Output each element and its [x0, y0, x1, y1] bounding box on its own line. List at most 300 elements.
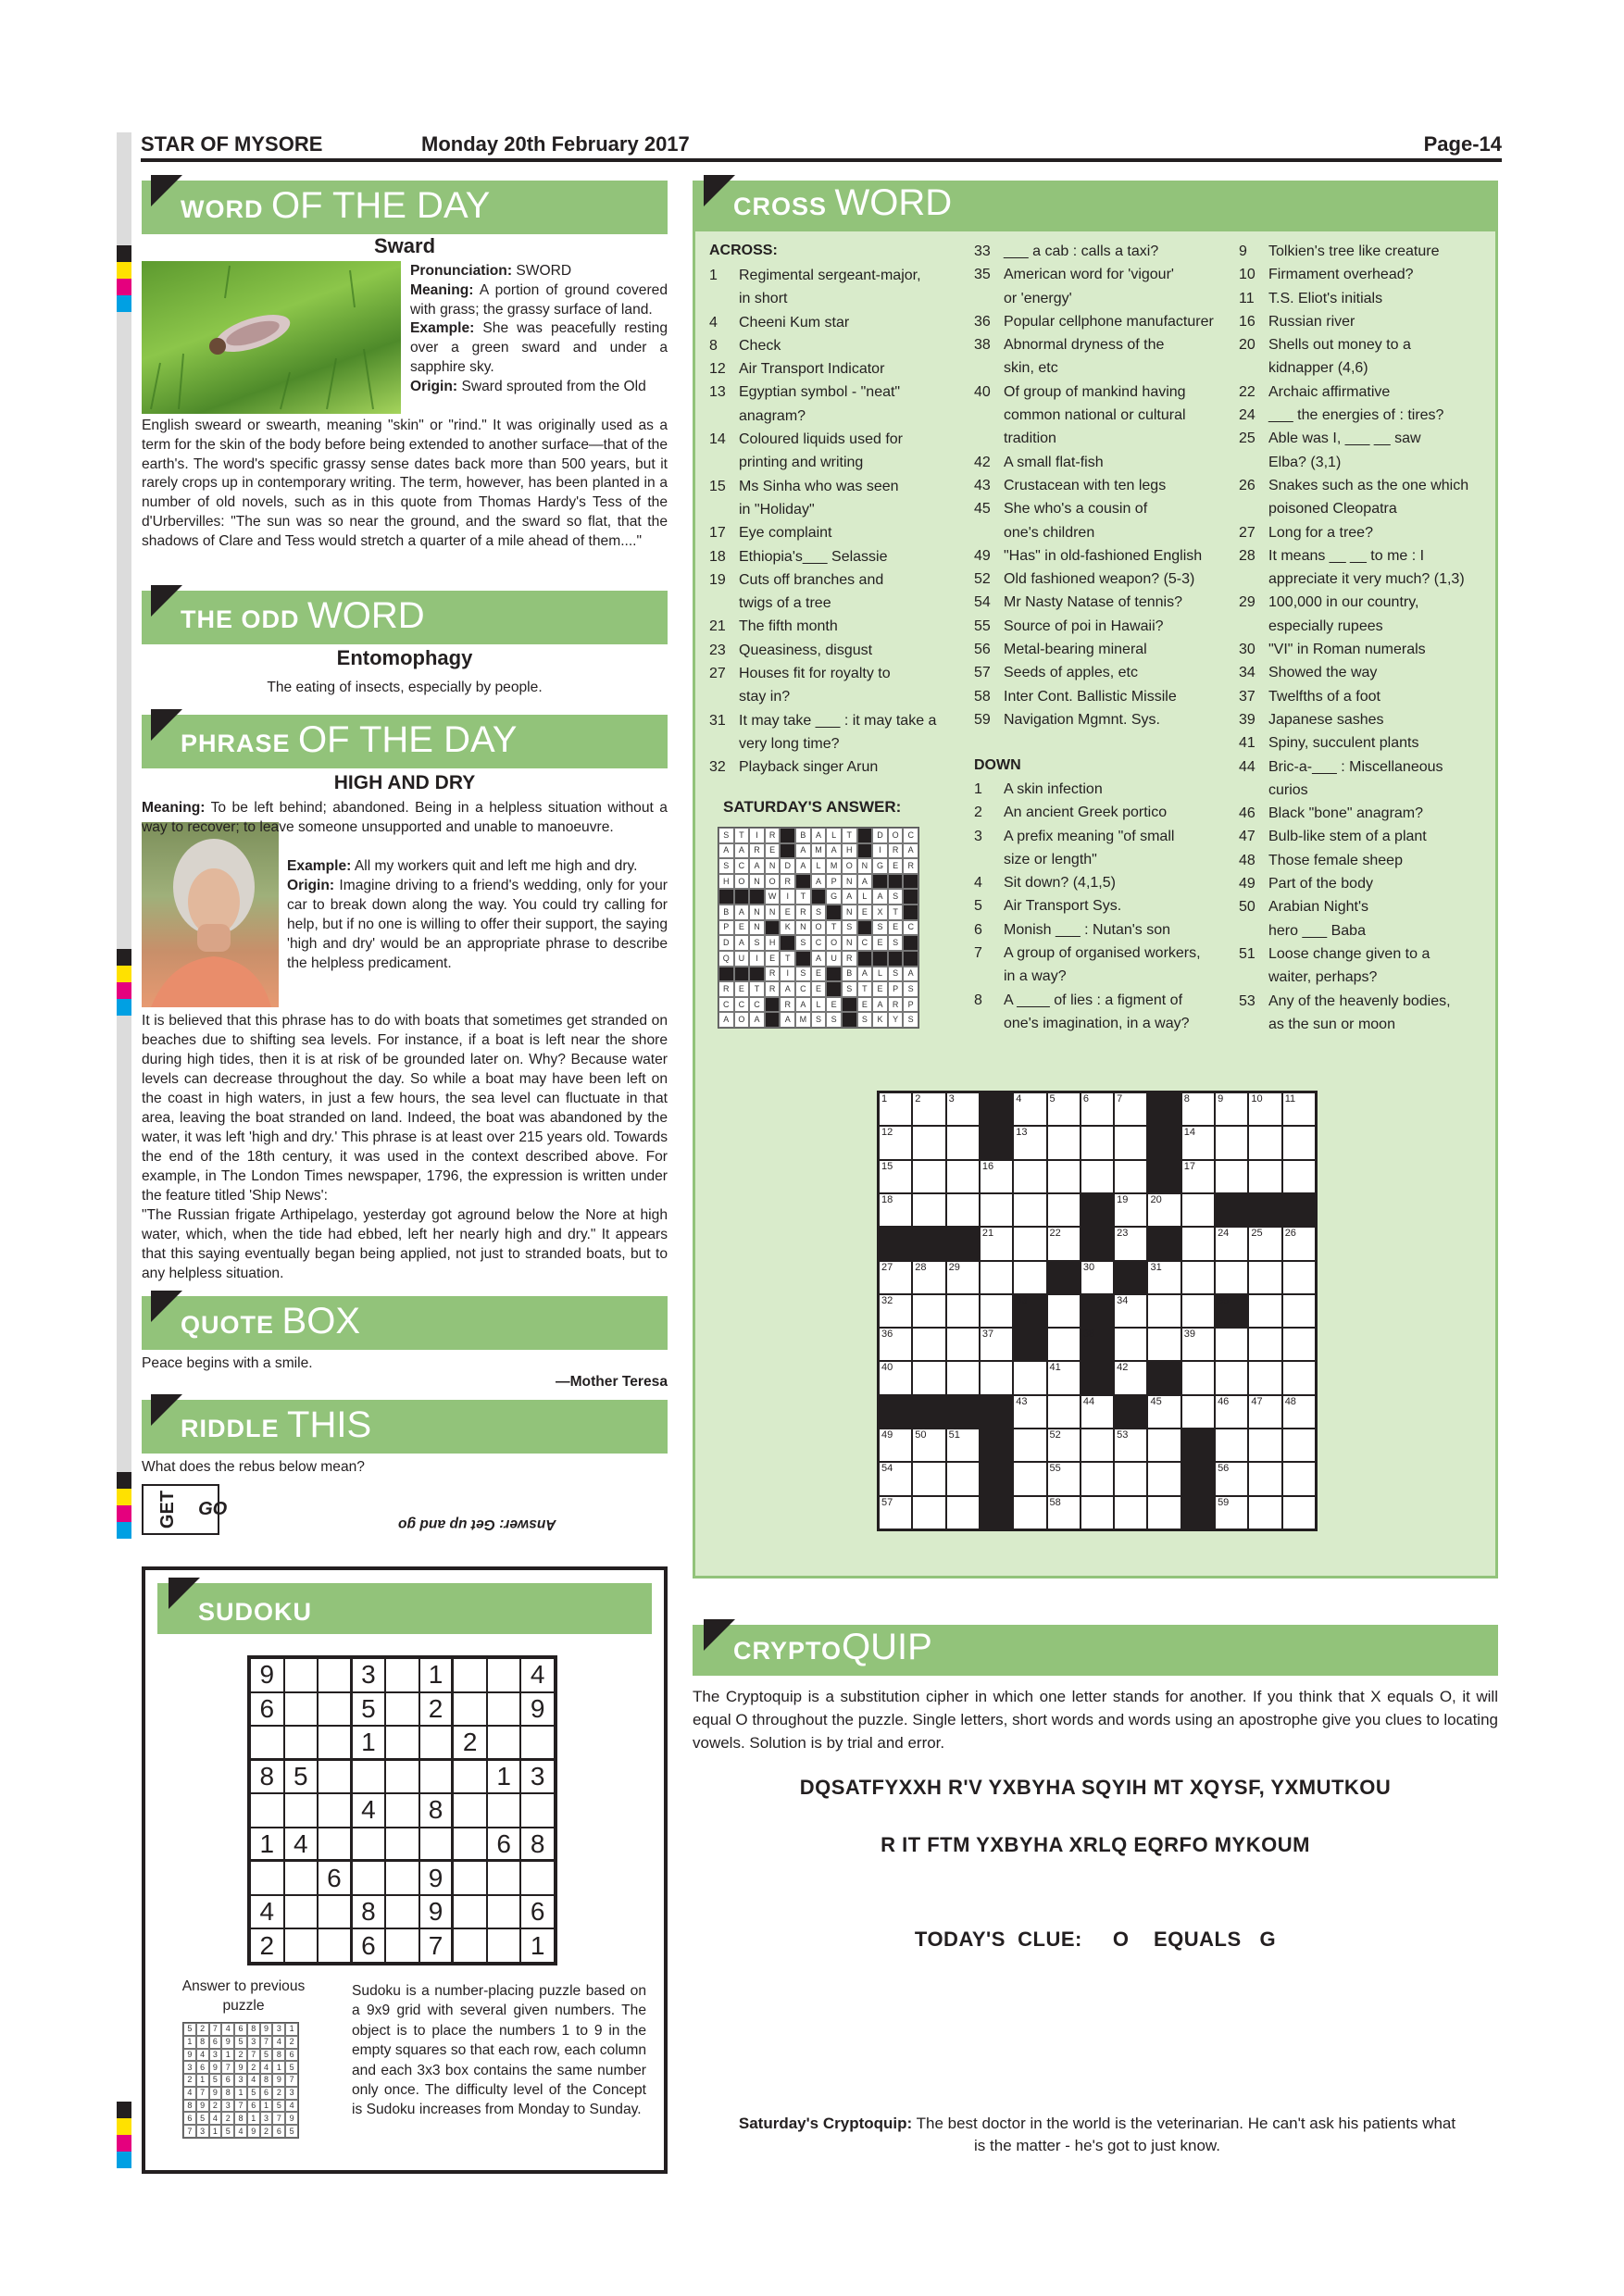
answer-cell: R — [903, 858, 918, 874]
crossword-cell[interactable] — [912, 1429, 945, 1462]
sudoku-cell[interactable] — [352, 1760, 386, 1794]
crossword-cell[interactable] — [1215, 1126, 1248, 1159]
sudoku-cell[interactable]: 1 — [250, 1828, 284, 1862]
header-small: PHRASE — [181, 730, 291, 757]
cell-number: 46 — [1218, 1395, 1230, 1407]
sudoku-cell[interactable]: 5 — [352, 1692, 386, 1727]
sudoku-cell[interactable]: 9 — [419, 1861, 454, 1895]
crossword-cell[interactable] — [1114, 1429, 1147, 1462]
crossword-cell[interactable] — [1114, 1126, 1147, 1159]
sudoku-cell[interactable] — [453, 1828, 487, 1862]
sudoku-cell[interactable]: 2 — [250, 1928, 284, 1963]
crossword-cell[interactable] — [1013, 1160, 1046, 1193]
sudoku-cell[interactable] — [487, 1895, 521, 1929]
clue-row — [974, 427, 1214, 450]
black-square — [879, 1395, 912, 1429]
sudoku-cell[interactable] — [487, 1658, 521, 1692]
sudoku-cell[interactable] — [284, 1861, 319, 1895]
answer-cell: K — [780, 920, 795, 936]
crossword-cell[interactable] — [879, 1429, 912, 1462]
sudoku-cell[interactable]: 9 — [250, 1658, 284, 1692]
crossword-cell[interactable] — [1181, 1193, 1215, 1227]
sudoku-cell[interactable] — [453, 1793, 487, 1828]
crossword-cell[interactable] — [912, 1261, 945, 1294]
crossword-cell[interactable] — [1215, 1429, 1248, 1462]
sudoku-cell[interactable] — [419, 1828, 454, 1862]
sudoku-cell[interactable]: 1 — [419, 1658, 454, 1692]
answer-cell: 8 — [196, 2036, 209, 2049]
sudoku-cell[interactable] — [520, 1726, 555, 1760]
sudoku-cell[interactable]: 8 — [352, 1895, 386, 1929]
crossword-cell[interactable] — [1114, 1462, 1147, 1495]
crossword-cell[interactable] — [1081, 1092, 1114, 1126]
crossword-cell[interactable] — [1215, 1395, 1248, 1429]
crossword-cell[interactable] — [1047, 1160, 1081, 1193]
cell-number: 37 — [981, 1329, 994, 1341]
sudoku-cell[interactable]: 4 — [250, 1895, 284, 1929]
answer-cell: N — [842, 935, 857, 951]
cell-number: 32 — [881, 1294, 893, 1306]
crossword-cell[interactable] — [1282, 1328, 1316, 1361]
crossword-cell[interactable] — [1013, 1092, 1046, 1126]
crossword-cell[interactable] — [1081, 1429, 1114, 1462]
crossword-cell[interactable] — [1215, 1462, 1248, 1495]
clue-text: one's imagination, in a way? — [1004, 1015, 1190, 1031]
header-small: CRYPTO — [733, 1637, 843, 1665]
sudoku-cell[interactable]: 2 — [453, 1726, 487, 1760]
crossword-cell[interactable] — [879, 1193, 912, 1227]
black-square — [903, 935, 918, 951]
answer-cell: B — [795, 828, 811, 843]
crossword-cell[interactable] — [1215, 1092, 1248, 1126]
crossword-cell[interactable] — [912, 1126, 945, 1159]
clue-number: 42 — [974, 454, 991, 470]
saturday-cryptoquip-label: Saturday's Cryptoquip: — [738, 2115, 913, 2132]
crossword-cell[interactable] — [946, 1092, 980, 1126]
crossword-cell[interactable] — [912, 1193, 945, 1227]
sudoku-cell[interactable] — [453, 1861, 487, 1895]
crossword-cell[interactable] — [1047, 1294, 1081, 1328]
clue-number: 22 — [1239, 383, 1255, 400]
crossword-cell[interactable] — [946, 1126, 980, 1159]
crossword-cell[interactable] — [1114, 1092, 1147, 1126]
crossword-cell[interactable] — [980, 1160, 1013, 1193]
sudoku-cell[interactable] — [385, 1895, 419, 1929]
crossword-cell[interactable] — [1013, 1227, 1046, 1260]
sudoku-cell[interactable] — [520, 1861, 555, 1895]
crossword-cell[interactable] — [1013, 1496, 1046, 1529]
crossword-cell[interactable] — [1114, 1193, 1147, 1227]
clue-row — [974, 591, 1214, 614]
crossword-cell[interactable] — [1013, 1395, 1046, 1429]
clue-text: Bric-a-___ : Miscellaneous — [1268, 758, 1443, 775]
clue-number: 54 — [974, 594, 991, 611]
sudoku-cell[interactable] — [250, 1861, 284, 1895]
black-square — [980, 1429, 1013, 1462]
registration-mark — [117, 999, 131, 1016]
crossword-cell[interactable] — [1248, 1429, 1281, 1462]
answer-cell: 7 — [285, 2074, 298, 2087]
sudoku-cell[interactable] — [419, 1760, 454, 1794]
crossword-cell[interactable] — [1181, 1294, 1215, 1328]
clue-number: 7 — [974, 945, 982, 962]
crossword-cell[interactable] — [1282, 1092, 1316, 1126]
crossword-cell[interactable] — [1047, 1361, 1081, 1394]
sudoku-cell[interactable]: 9 — [419, 1895, 454, 1929]
crossword-cell[interactable] — [912, 1462, 945, 1495]
sudoku-cell[interactable]: 6 — [520, 1895, 555, 1929]
crossword-cell[interactable] — [1282, 1261, 1316, 1294]
crossword-cell[interactable] — [1147, 1496, 1181, 1529]
clue-row — [1239, 849, 1468, 872]
crossword-cell[interactable] — [1248, 1227, 1281, 1260]
clue-row — [1239, 240, 1468, 263]
crossword-cell[interactable] — [1282, 1126, 1316, 1159]
crossword-cell[interactable] — [1215, 1328, 1248, 1361]
sudoku-cell[interactable]: 8 — [250, 1760, 284, 1794]
clue-number: 31 — [709, 712, 726, 729]
crossword-cell[interactable] — [1147, 1193, 1181, 1227]
crossword-cell[interactable] — [1081, 1261, 1114, 1294]
crossword-cell[interactable] — [879, 1462, 912, 1495]
answer-cell: 7 — [209, 2023, 222, 2036]
sudoku-cell[interactable]: 4 — [520, 1658, 555, 1692]
cell-number: 45 — [1150, 1395, 1162, 1407]
sudoku-cell[interactable] — [453, 1692, 487, 1727]
crossword-cell[interactable] — [1248, 1328, 1281, 1361]
crossword-cell[interactable] — [1282, 1160, 1316, 1193]
sudoku-cell[interactable] — [487, 1726, 521, 1760]
crossword-cell[interactable] — [946, 1328, 980, 1361]
crossword-cell[interactable] — [1081, 1160, 1114, 1193]
crossword-cell[interactable] — [912, 1361, 945, 1394]
answer-cell: R — [842, 951, 857, 967]
registration-mark — [117, 245, 131, 262]
crossword-cell[interactable] — [1013, 1261, 1046, 1294]
crossword-cell[interactable] — [1181, 1395, 1215, 1429]
sudoku-cell[interactable]: 8 — [419, 1793, 454, 1828]
crossword-cell[interactable] — [1215, 1227, 1248, 1260]
cell-number: 2 — [915, 1093, 921, 1104]
answer-cell: H — [765, 935, 781, 951]
sudoku-cell[interactable]: 1 — [487, 1760, 521, 1794]
phrase-example-origin — [287, 856, 668, 973]
crossword-cell[interactable] — [980, 1294, 1013, 1328]
crossword-cell[interactable] — [946, 1160, 980, 1193]
rebus-box — [142, 1484, 228, 1535]
clue-row — [974, 474, 1214, 497]
crossword-cell[interactable] — [1181, 1361, 1215, 1394]
crossword-cell[interactable] — [1047, 1193, 1081, 1227]
sudoku-cell[interactable]: 4 — [284, 1828, 319, 1862]
answer-cell: M — [795, 1012, 811, 1028]
crossword-cell[interactable] — [1248, 1496, 1281, 1529]
crossword-cell[interactable] — [1013, 1361, 1046, 1394]
sudoku-cell[interactable] — [318, 1828, 352, 1862]
crossword-cell[interactable] — [1081, 1462, 1114, 1495]
crossword-cell[interactable] — [946, 1429, 980, 1462]
crossword-cell[interactable] — [980, 1227, 1013, 1260]
crossword-cell[interactable] — [879, 1160, 912, 1193]
answer-cell: A — [734, 905, 750, 920]
crossword-cell[interactable] — [912, 1294, 945, 1328]
sudoku-cell[interactable] — [352, 1861, 386, 1895]
crossword-cell[interactable] — [1282, 1395, 1316, 1429]
black-square — [946, 1227, 980, 1260]
crossword-cell[interactable] — [946, 1496, 980, 1529]
answer-cell: 6 — [260, 2087, 273, 2100]
sudoku-cell[interactable]: 6 — [318, 1861, 352, 1895]
sudoku-cell[interactable]: 1 — [352, 1726, 386, 1760]
crossword-cell[interactable] — [1081, 1496, 1114, 1529]
sudoku-cell[interactable] — [385, 1793, 419, 1828]
sudoku-cell[interactable]: 6 — [352, 1928, 386, 1963]
crossword-cell[interactable] — [1248, 1261, 1281, 1294]
sudoku-cell[interactable] — [284, 1895, 319, 1929]
crossword-cell[interactable] — [1181, 1126, 1215, 1159]
cell-number: 13 — [1016, 1127, 1028, 1139]
sudoku-cell[interactable] — [487, 1692, 521, 1727]
crossword-cell[interactable] — [1114, 1294, 1147, 1328]
sudoku-cell[interactable] — [419, 1726, 454, 1760]
sudoku-cell[interactable] — [385, 1861, 419, 1895]
crossword-cell[interactable] — [1047, 1092, 1081, 1126]
clue-number: 40 — [974, 383, 991, 400]
sudoku-cell[interactable] — [385, 1828, 419, 1862]
crossword-cell[interactable] — [1181, 1160, 1215, 1193]
crossword-cell[interactable] — [1047, 1395, 1081, 1429]
crossword-cell[interactable] — [879, 1361, 912, 1394]
clue-row — [1239, 474, 1468, 497]
answer-cell: 3 — [196, 2125, 209, 2138]
crossword-cell[interactable] — [1147, 1328, 1181, 1361]
answer-cell: H — [842, 843, 857, 859]
crossword-cell[interactable] — [912, 1328, 945, 1361]
answer-cell: A — [811, 951, 827, 967]
sudoku-cell[interactable] — [250, 1726, 284, 1760]
sudoku-cell[interactable] — [284, 1658, 319, 1692]
clue-number: 9 — [1239, 243, 1247, 259]
crossword-cell[interactable] — [1047, 1429, 1081, 1462]
header-small: RIDDLE — [181, 1415, 280, 1442]
sudoku-cell[interactable] — [487, 1928, 521, 1963]
clue-text: Snakes such as the one which — [1268, 477, 1469, 493]
sudoku-cell[interactable] — [385, 1692, 419, 1727]
cell-number: 22 — [1049, 1228, 1061, 1240]
crossword-cell[interactable] — [879, 1294, 912, 1328]
crossword-cell[interactable] — [1081, 1395, 1114, 1429]
sudoku-cell[interactable]: 8 — [520, 1828, 555, 1862]
crossword-cell[interactable] — [879, 1126, 912, 1159]
crossword-cell[interactable] — [879, 1092, 912, 1126]
crossword-cell[interactable] — [980, 1193, 1013, 1227]
crossword-cell[interactable] — [1282, 1361, 1316, 1394]
crossword-cell[interactable] — [1013, 1429, 1046, 1462]
answer-cell: C — [857, 935, 873, 951]
crossword-cell[interactable] — [1282, 1462, 1316, 1495]
cell-number: 50 — [915, 1429, 927, 1441]
black-square — [842, 1012, 857, 1028]
clue-number: 53 — [1239, 992, 1255, 1009]
crossword-cell[interactable] — [1013, 1193, 1046, 1227]
sudoku-cell[interactable] — [318, 1793, 352, 1828]
clue-row — [709, 405, 936, 428]
crossword-cell[interactable] — [980, 1361, 1013, 1394]
clue-row — [1239, 263, 1468, 286]
crossword-cell[interactable] — [946, 1193, 980, 1227]
crossword-cell[interactable] — [1282, 1294, 1316, 1328]
crossword-cell[interactable] — [1013, 1126, 1046, 1159]
crossword-cell[interactable] — [1147, 1429, 1181, 1462]
saturday-answer-grid — [718, 827, 919, 1029]
answer-cell: N — [749, 920, 765, 936]
sudoku-cell[interactable] — [385, 1658, 419, 1692]
sudoku-cell[interactable] — [487, 1861, 521, 1895]
cell-number: 49 — [881, 1429, 893, 1441]
crossword-cell[interactable] — [1114, 1227, 1147, 1260]
sudoku-cell[interactable] — [318, 1692, 352, 1727]
sudoku-cell[interactable] — [487, 1793, 521, 1828]
crossword-cell[interactable] — [1013, 1462, 1046, 1495]
sudoku-cell[interactable] — [318, 1895, 352, 1929]
crossword-cell[interactable] — [1248, 1462, 1281, 1495]
crossword-cell[interactable] — [1181, 1092, 1215, 1126]
sudoku-cell[interactable]: 5 — [284, 1760, 319, 1794]
grass-photo — [142, 261, 401, 414]
crossword-cell[interactable] — [1047, 1328, 1081, 1361]
answer-cell: D — [718, 935, 734, 951]
sudoku-cell[interactable] — [318, 1726, 352, 1760]
crossword-cell[interactable] — [1114, 1496, 1147, 1529]
answer-cell: S — [888, 935, 904, 951]
corner-triangle-icon — [151, 1394, 182, 1426]
answer-cell: C — [734, 997, 750, 1013]
sudoku-cell[interactable] — [453, 1658, 487, 1692]
crossword-cell[interactable] — [1181, 1261, 1215, 1294]
crossword-cell[interactable] — [1215, 1361, 1248, 1394]
crossword-cell[interactable] — [1147, 1462, 1181, 1495]
crossword-cell[interactable] — [1248, 1160, 1281, 1193]
sudoku-cell[interactable] — [352, 1828, 386, 1862]
clue-row — [1239, 497, 1468, 520]
crossword-cell[interactable] — [1147, 1294, 1181, 1328]
clue-text: Long for a tree? — [1268, 524, 1373, 541]
sudoku-cell[interactable]: 3 — [352, 1658, 386, 1692]
answer-cell: R — [765, 981, 781, 997]
sudoku-cell[interactable] — [318, 1928, 352, 1963]
sudoku-cell[interactable]: 9 — [520, 1692, 555, 1727]
crossword-cell[interactable] — [1114, 1328, 1147, 1361]
crossword-cell[interactable] — [1282, 1227, 1316, 1260]
crossword-cell[interactable] — [1215, 1496, 1248, 1529]
clue-number: 4 — [709, 314, 718, 331]
crossword-cell[interactable] — [1282, 1496, 1316, 1529]
crossword-cell[interactable] — [946, 1462, 980, 1495]
sudoku-cell[interactable] — [520, 1793, 555, 1828]
sudoku-cell[interactable] — [318, 1658, 352, 1692]
sudoku-cell[interactable] — [385, 1928, 419, 1963]
sudoku-cell[interactable] — [318, 1760, 352, 1794]
sudoku-cell[interactable]: 4 — [352, 1793, 386, 1828]
clue-row — [974, 778, 1201, 801]
answer-cell: E — [811, 967, 827, 982]
sudoku-cell[interactable] — [453, 1895, 487, 1929]
crossword-cell[interactable] — [1282, 1429, 1316, 1462]
sudoku-cell[interactable] — [385, 1726, 419, 1760]
cell-number: 17 — [1183, 1160, 1196, 1172]
crossword-cell[interactable] — [1047, 1126, 1081, 1159]
sudoku-cell[interactable] — [453, 1928, 487, 1963]
clue-number: 34 — [1239, 665, 1255, 681]
sudoku-cell[interactable] — [284, 1793, 319, 1828]
black-square — [872, 874, 888, 890]
clue-text: American word for 'vigour' — [1004, 267, 1174, 283]
crossword-cell[interactable] — [946, 1294, 980, 1328]
crossword-cell[interactable] — [1081, 1126, 1114, 1159]
sudoku-cell[interactable] — [284, 1928, 319, 1963]
crossword-cell[interactable] — [1248, 1395, 1281, 1429]
crossword-cell[interactable] — [879, 1261, 912, 1294]
crossword-cell[interactable] — [1215, 1261, 1248, 1294]
black-square — [857, 920, 873, 936]
crossword-cell[interactable] — [1215, 1160, 1248, 1193]
cell-number: 52 — [1049, 1429, 1061, 1441]
crossword-cell[interactable] — [1147, 1261, 1181, 1294]
crossword-cell[interactable] — [1147, 1395, 1181, 1429]
crossword-cell[interactable] — [1047, 1462, 1081, 1495]
sudoku-cell[interactable] — [284, 1692, 319, 1727]
crossword-cell[interactable] — [1248, 1294, 1281, 1328]
cell-number: 14 — [1183, 1127, 1196, 1139]
sudoku-cell[interactable] — [385, 1760, 419, 1794]
crossword-cell[interactable] — [879, 1496, 912, 1529]
crossword-cell[interactable] — [1248, 1126, 1281, 1159]
crossword-cell[interactable] — [912, 1496, 945, 1529]
sudoku-cell[interactable]: 1 — [520, 1928, 555, 1963]
crossword-cell[interactable] — [1248, 1361, 1281, 1394]
crossword-cell[interactable] — [946, 1261, 980, 1294]
crossword-cell[interactable] — [912, 1092, 945, 1126]
answer-cell: N — [842, 905, 857, 920]
crossword-cell[interactable] — [1114, 1361, 1147, 1394]
crossword-cell[interactable] — [1047, 1496, 1081, 1529]
crossword-cell[interactable] — [1114, 1160, 1147, 1193]
crossword-cell[interactable] — [1047, 1227, 1081, 1260]
crossword-cell[interactable] — [1248, 1092, 1281, 1126]
sudoku-cell[interactable]: 6 — [250, 1692, 284, 1727]
sudoku-cell[interactable]: 7 — [419, 1928, 454, 1963]
crossword-cell[interactable] — [1181, 1328, 1215, 1361]
clue-number: 10 — [1239, 267, 1255, 283]
crossword-cell[interactable] — [980, 1328, 1013, 1361]
sudoku-cell[interactable]: 6 — [487, 1828, 521, 1862]
answer-cell: P — [888, 981, 904, 997]
sudoku-cell[interactable] — [250, 1793, 284, 1828]
registration-mark — [117, 2135, 131, 2152]
sudoku-cell[interactable] — [453, 1760, 487, 1794]
sudoku-cell[interactable]: 3 — [520, 1760, 555, 1794]
crossword-cell[interactable] — [1181, 1227, 1215, 1260]
answer-cell: Q — [718, 951, 734, 967]
crossword-cell[interactable] — [946, 1361, 980, 1394]
sudoku-cell[interactable] — [284, 1726, 319, 1760]
crossword-cell[interactable] — [980, 1261, 1013, 1294]
crossword-cell[interactable] — [912, 1160, 945, 1193]
answer-cell: S — [903, 981, 918, 997]
crossword-cell[interactable] — [879, 1328, 912, 1361]
sudoku-cell[interactable]: 2 — [419, 1692, 454, 1727]
header-large: BOX — [281, 1301, 361, 1341]
